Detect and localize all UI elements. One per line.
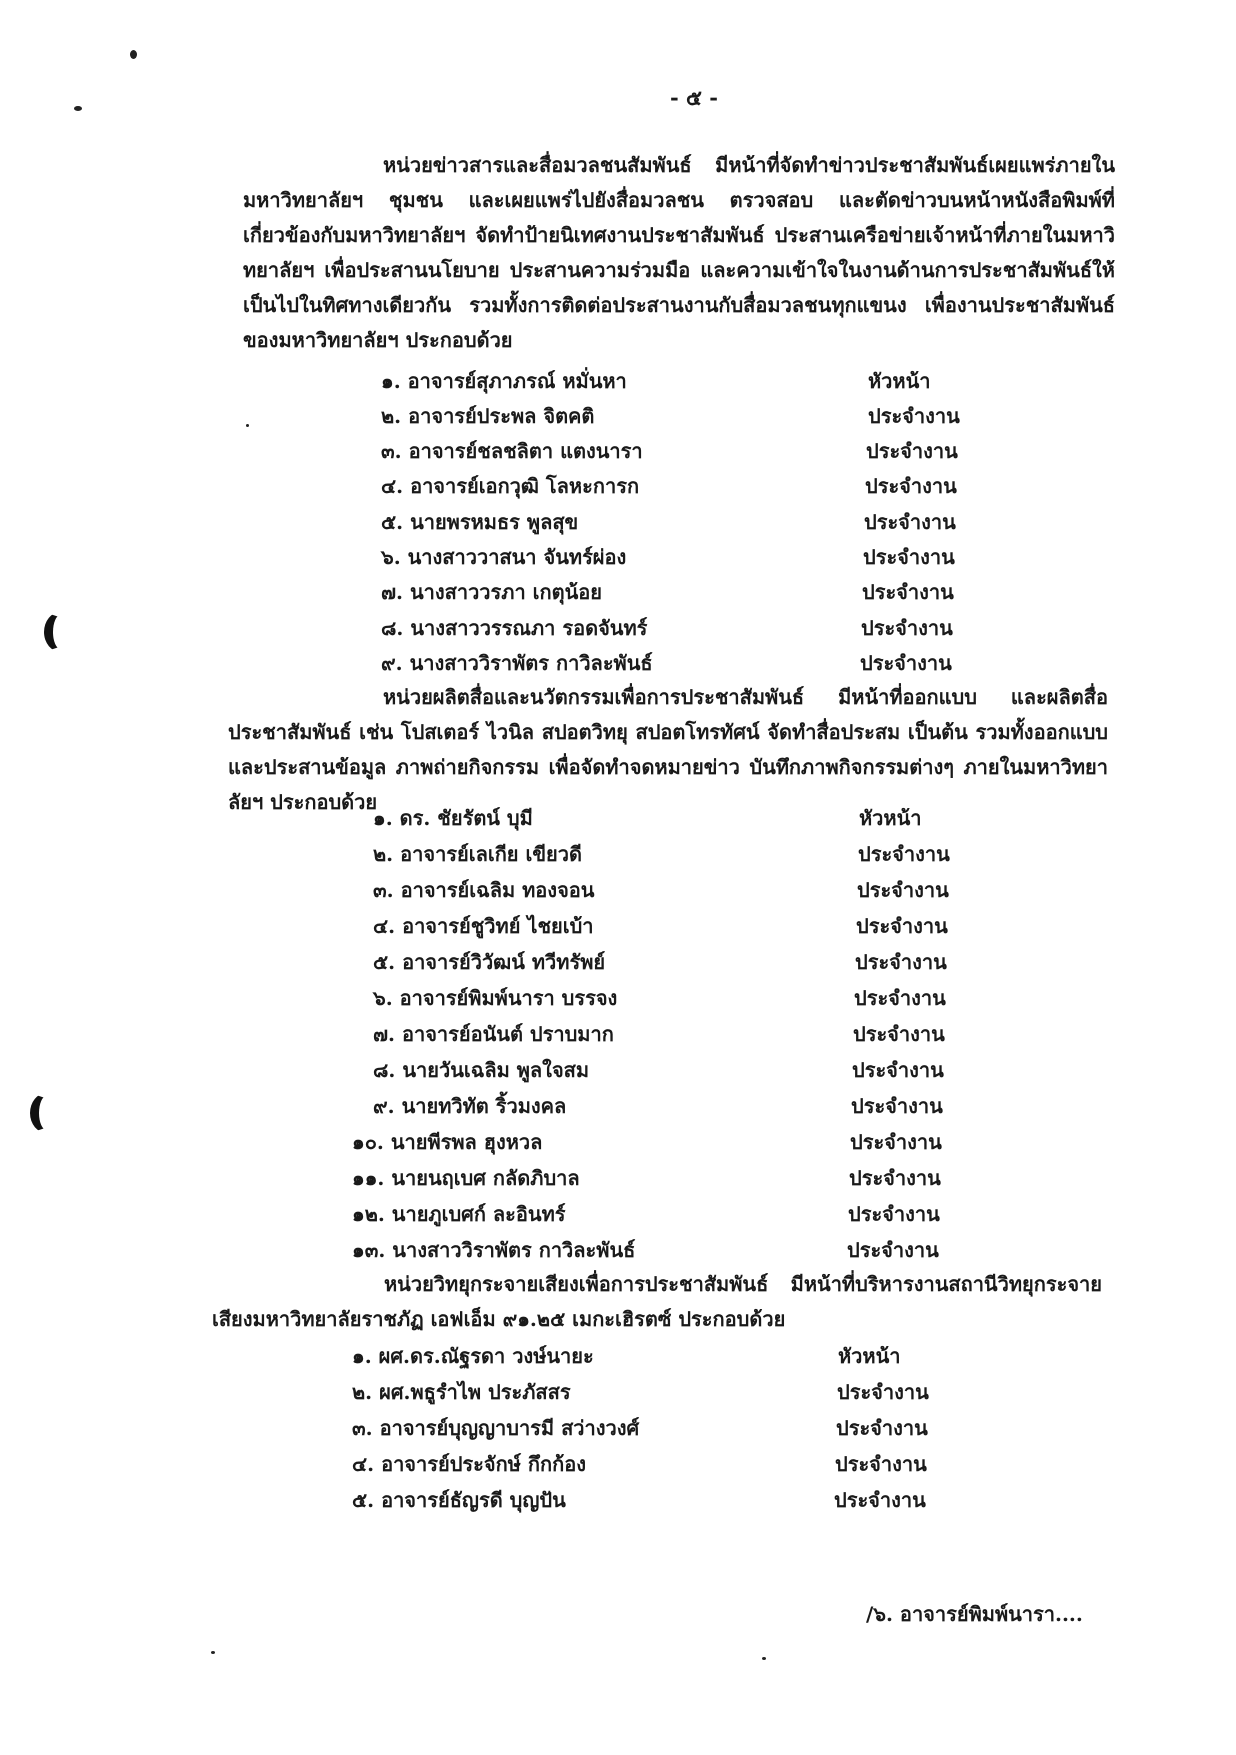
member-role: ประจำงาน [860,651,952,675]
member-role: ประจำงาน [861,616,953,640]
member-role: ประจำงาน [852,1058,944,1082]
member-role: ประจำงาน [854,986,946,1010]
member-name: ๒. อาจารย์เลเกีย เขียวดี [373,842,582,866]
member-name: ๓. อาจารย์บุญญาบารมี สว่างวงศ์ [352,1416,640,1440]
member-name: ๖. อาจารย์พิมพ์นารา บรรจง [373,986,618,1010]
member-role: ประจำงาน [857,878,949,902]
section-3-paragraph: หน่วยวิทยุกระจายเสียงเพื่อการประชาสัมพันธ์ มีหน้าที่บริหารงานสถานีวิทยุกระจายเสียงมหาวิทยาลัยราชภัฏ เอฟเอ็ม ๙๑.๒๕ เมกะเฮิรตซ์ ประกอบด้วย [212,1272,1102,1331]
member-role: หัวหน้า [859,806,922,830]
member-role: ประจำงาน [849,1166,941,1190]
member-name: ๔. อาจารย์ประจักษ์ กึกก้อง [352,1452,586,1476]
page-number: - ๕ - [670,85,718,110]
section-2-paragraph: หน่วยผลิตสื่อและนวัตกรรมเพื่อการประชาสัมพันธ์ มีหน้าที่ออกแบบ และผลิตสื่อประชาสัมพันธ์ เช่น โปสเตอร์ ไวนิล สปอตวิทยุ สปอตโทรทัศน์ จัดทำสื่อประสม เป็นต้น รวมทั้งออกแบบและประสานข้อมูล ภาพถ่ายกิจกรรม เพื่อจัดทำจดหมายข่าว บันทึกภาพกิจกรรมต่างๆ ภายในมหาวิทยาลัยฯ ประกอบด้วย [228,685,1108,814]
member-role: ประจำงาน [868,404,960,428]
member-name: ๓. อาจารย์เฉลิม ทองจอน [373,878,595,902]
member-name: ๓. อาจารย์ชลชลิตา แตงนารา [381,439,643,463]
member-role: ประจำงาน [862,580,954,604]
member-name: ๙. นางสาววิราพัตร กาวิละพันธ์ [381,651,653,675]
member-role: ประจำงาน [848,1202,940,1226]
member-name: ๖. นางสาววาสนา จันทร์ผ่อง [381,545,627,569]
member-role: หัวหน้า [868,369,931,393]
member-role: ประจำงาน [865,474,957,498]
scan-speck [762,1657,766,1660]
member-name: ๔. อาจารย์ชูวิทย์ ไชยเบ้า [373,914,594,938]
section-1-paragraph: หน่วยข่าวสารและสื่อมวลชนสัมพันธ์ มีหน้าที่จัดทำข่าวประชาสัมพันธ์เผยแพร่ภายในมหาวิทยาลัยฯ ชุมชน และเผยแพร่ไปยังสื่อมวลชน ตรวจสอบ และตัดข่าวบนหน้าหนังสือพิมพ์ที่เกี่ยวข้องกับมหาวิทยาลัยฯ จัดทำป้ายนิเทศงานประชาสัมพันธ์ ประสานเครือข่ายเจ้าหน้าที่ภายในมหาวิทยาลัยฯ เพื่อประสานนโยบาย ประสานความร่วมมือ และความเข้าใจในงานด้านการประชาสัมพันธ์ให้เป็นไปในทิศทางเดียวกัน รวมทั้งการติดต่อประสานงานกับสื่อมวลชนทุกแขนง เพื่องานประชาสัมพันธ์ของมหาวิทยาลัยฯ ประกอบด้วย [243,153,1115,352]
member-name: ๑๓. นางสาววิราพัตร กาวิละพันธ์ [352,1238,636,1262]
member-role: ประจำงาน [850,1130,942,1154]
continuation-note: /๖. อาจารย์พิมพ์นารา.... [866,1602,1083,1626]
member-name: ๕. อาจารย์วิวัฒน์ ทวีทรัพย์ [373,950,606,974]
member-name: ๑๐. นายพีรพล ฮุงหวล [352,1130,543,1154]
member-role: ประจำงาน [856,914,948,938]
member-name: ๗. นางสาววรภา เกตุน้อย [381,580,602,604]
member-name: ๔. อาจารย์เอกวุฒิ โลหะการก [381,474,640,498]
member-role: ประจำงาน [836,1416,928,1440]
member-role: ประจำงาน [866,439,958,463]
member-name: ๕. อาจารย์ธัญรดี บุญปัน [352,1488,566,1512]
member-role: ประจำงาน [851,1094,943,1118]
member-name: ๗. อาจารย์อนันต์ ปราบมาก [373,1022,614,1046]
member-name: ๕. นายพรหมธร พูลสุข [381,510,579,534]
member-name: ๑. ดร. ชัยรัตน์ บุมี [373,806,533,830]
member-role: ประจำงาน [847,1238,939,1262]
binder-hole-mark [30,1093,63,1133]
member-name: ๒. อาจารย์ประพล จิตคติ [381,404,595,428]
member-role: ประจำงาน [834,1488,926,1512]
member-role: ประจำงาน [863,545,955,569]
scan-speck [74,106,82,111]
member-name: ๘. นางสาววรรณภา รอดจันทร์ [381,616,648,640]
scan-speck [246,424,249,427]
member-name: ๑. ผศ.ดร.ณัฐรดา วงษ์นายะ [352,1344,594,1368]
scan-speck [130,50,137,59]
member-name: ๒. ผศ.พธูรำไพ ประภัสสร [352,1380,571,1404]
member-role: ประจำงาน [864,510,956,534]
member-role: ประจำงาน [837,1380,929,1404]
member-role: ประจำงาน [853,1022,945,1046]
member-name: ๙. นายทวิทัต ริ้วมงคล [373,1094,567,1118]
member-role: ประจำงาน [858,842,950,866]
member-name: ๘. นายวันเฉลิม พูลใจสม [373,1058,590,1082]
scan-speck [211,1651,215,1654]
member-role: ประจำงาน [855,950,947,974]
member-role: หัวหน้า [838,1344,901,1368]
member-name: ๑๒. นายภูเบศก์ ละอินทร์ [352,1202,566,1226]
member-role: ประจำงาน [835,1452,927,1476]
member-name: ๑๑. นายนฤเบศ กลัดภิบาล [352,1166,580,1190]
member-name: ๑. อาจารย์สุภาภรณ์ หมั่นหา [381,369,627,393]
binder-hole-mark [44,612,77,652]
